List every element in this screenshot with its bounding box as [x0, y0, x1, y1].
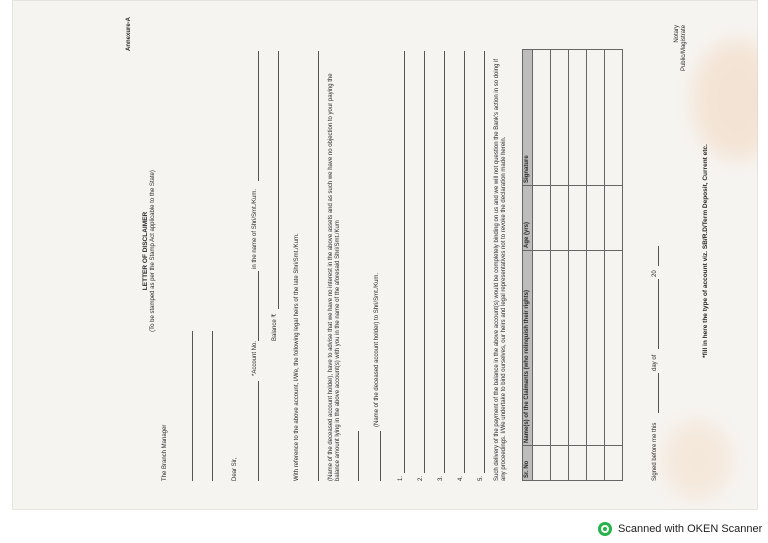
header-claimant-names: Name(s) of the Claimants (who relinquish their rights) [523, 250, 532, 445]
oken-scanner-logo-icon [598, 522, 612, 536]
heir-number-5: 5. [478, 475, 484, 481]
table-row [532, 50, 550, 480]
signed-before-label: Signed before me this [652, 422, 658, 481]
letter-subtitle: (To be stamped as per the Stamp Act applicable to the State) [150, 170, 156, 332]
heir-line-4 [464, 51, 465, 473]
heir-number-4: 4. [458, 475, 464, 481]
disclaimer-letter [122, 11, 722, 491]
advise-text: (Name of the deceased account holder), have to advise that we have no interest in the above assets and as such we have no objection to your paying the balance amount lying in the above account(s) with you in the name of the aforesaid Shri/Smt./Kum [328, 73, 341, 481]
address-line [212, 331, 213, 481]
scanned-page [12, 0, 758, 510]
header-signature: Signature [524, 155, 530, 183]
year-line [658, 246, 659, 266]
account-name-line [258, 51, 259, 181]
table-row [586, 50, 604, 480]
heir-line-3 [444, 51, 445, 473]
scanner-watermark [598, 522, 762, 536]
header-sr-no: Sr. No [523, 445, 532, 480]
account-no-label: *Account No. [252, 340, 258, 376]
header-age: Age (yrs) [523, 185, 532, 250]
account-no-line [258, 271, 259, 341]
delivery-text: Such delivery of the payment of the balance in the above account(s) would be completely binding on us and we will not question the Bank's action in so doing if any proceedings. I/We undertake to bind ourselves, our heirs and legal representatives not to revoke the declaration made herein. [494, 58, 507, 481]
heir-number-3: 3. [438, 475, 444, 481]
signed-day-line [658, 373, 659, 413]
day-of-label: day of [652, 354, 658, 371]
year-prefix: 20 [652, 270, 658, 277]
heir-line-5 [484, 51, 485, 473]
heir-number-2: 2. [418, 475, 424, 481]
heir-line-1 [404, 51, 405, 473]
table-header [523, 50, 532, 480]
aforesaid-name-line [358, 431, 359, 481]
account-name-label: in the name of Shri/Smt./Kum. [252, 188, 258, 269]
notary-block [674, 25, 688, 71]
month-line [658, 279, 659, 349]
table-row [568, 50, 586, 480]
salutation: Dear Sir, [232, 457, 238, 481]
footnote: *fill in here the type of account viz. SB/R.D/Term Deposit, Current etc. [702, 144, 709, 358]
address-line [192, 331, 193, 481]
blank-line [258, 381, 259, 481]
scanner-watermark-text: Scanned with OKEN Scanner [618, 523, 763, 535]
notary-sub-label: Public/Magistrate [680, 25, 687, 72]
deceased-name-label: (Name of the deceased account holder) to Shri/Smt./Kum. [374, 272, 380, 427]
letter-title: LETTER OF DISCLAIMER [142, 211, 149, 291]
table-row [604, 50, 622, 480]
heirs-line [318, 51, 319, 481]
claimants-table [522, 49, 623, 481]
table-row [550, 50, 568, 480]
rotated-document-area [122, 6, 722, 496]
deceased-name-line [380, 431, 381, 481]
balance-label: Balance ₹ [272, 313, 278, 341]
reference-text: With reference to the above account, I/We, the following legal heirs of the late Shri/Smt./Kum. [294, 233, 300, 481]
annexure-label: Annexure-A [126, 17, 132, 52]
heir-line-2 [424, 51, 425, 473]
balance-line [278, 51, 279, 309]
addressee: The Branch Manager [162, 424, 168, 481]
notary-label: Notary [674, 25, 680, 43]
heir-number-1: 1. [398, 475, 404, 481]
